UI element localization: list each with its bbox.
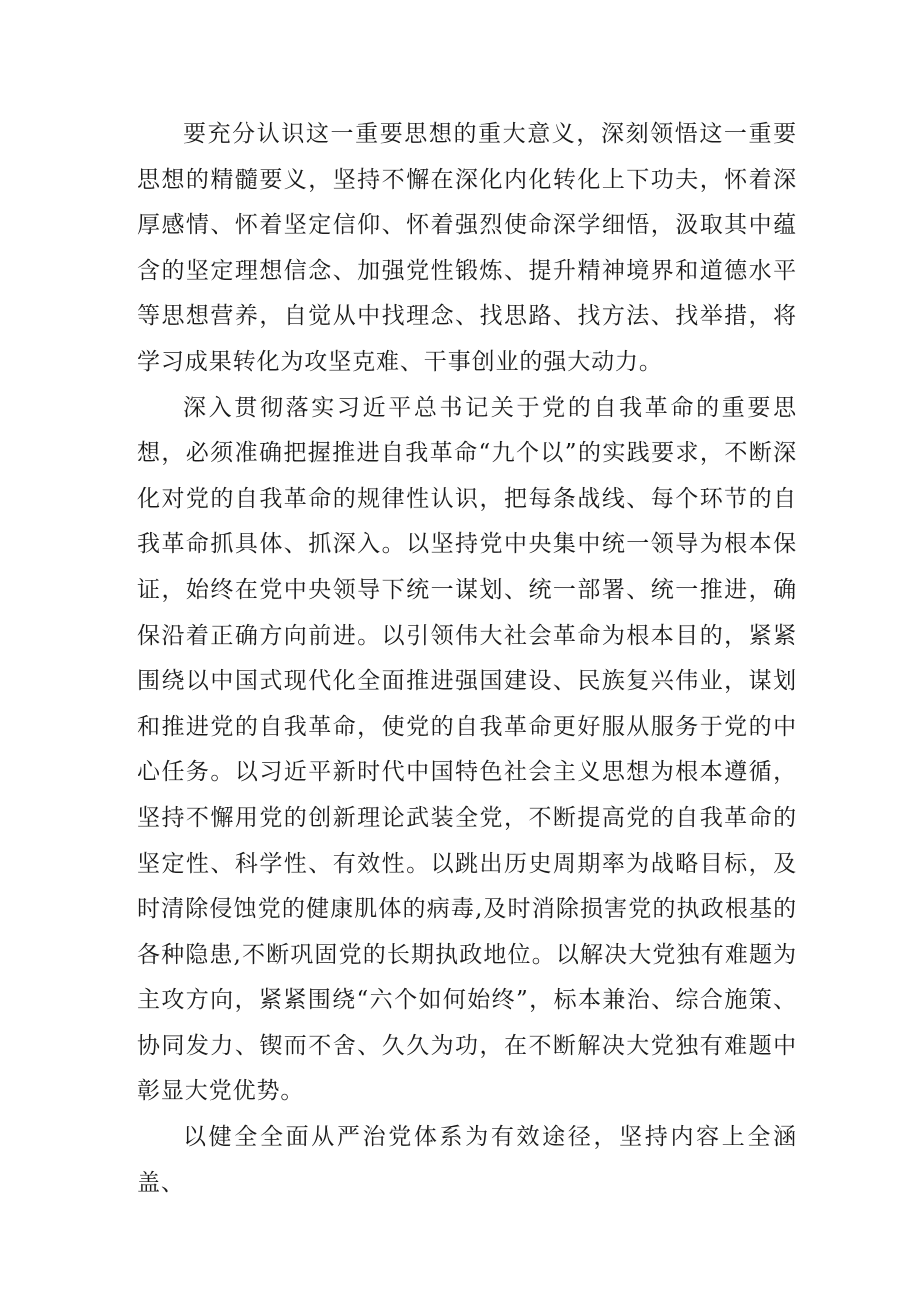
paragraph-1: 要充分认识这一重要思想的重大意义，深刻领悟这一重要思想的精髓要义，坚持不懈在深化内化转化上下功夫，怀着深厚感情、怀着坚定信仰、怀着强烈使命深学细悟，汲取其中蕴含的坚定理想信念、加强党性锻炼、提升精神境界和道德水平等思想营养，自觉从中找理念、找思路、找方法、找举措，将学习成果转化为攻坚克难、干事创业的强大动力。	[137, 121, 797, 375]
paragraph-3: 以健全全面从严治党体系为有效途径，坚持内容上全涵盖、	[137, 1124, 797, 1196]
paragraph-2: 深入贯彻落实习近平总书记关于党的自我革命的重要思想，必须准确把握推进自我革命“九个以”的实践要求，不断深化对党的自我革命的规律性认识，把每条战线、每个环节的自我革命抓具体、抓深入。以坚持党中央集中统一领导为根本保证，始终在党中央领导下统一谋划、统一部署、统一推进，确保沿着正确方向前进。以引领伟大社会革命为根本目的，紧紧围绕以中国式现代化全面推进强国建设、民族复兴伟业，谋划和推进党的自我革命，使党的自我革命更好服从服务于党的中心任务。以习近平新时代中国特色社会主义思想为根本遵循，坚持不懈用党的创新理论武装全党，不断提高党的自我革命的坚定性、科学性、有效性。以跳出历史周期率为战略目标，及时清除侵蚀党的健康肌体的病毒,及时消除损害党的执政根基的各种隐患,不断巩固党的长期执政地位。以解决大党独有难题为主攻方向，紧紧围绕“六个如何始终”，标本兼治、综合施策、协同发力、锲而不舍、久久为功，在不断解决大党独有难题中彰显大党优势。	[137, 394, 797, 1105]
document-page	[137, 112, 797, 1206]
